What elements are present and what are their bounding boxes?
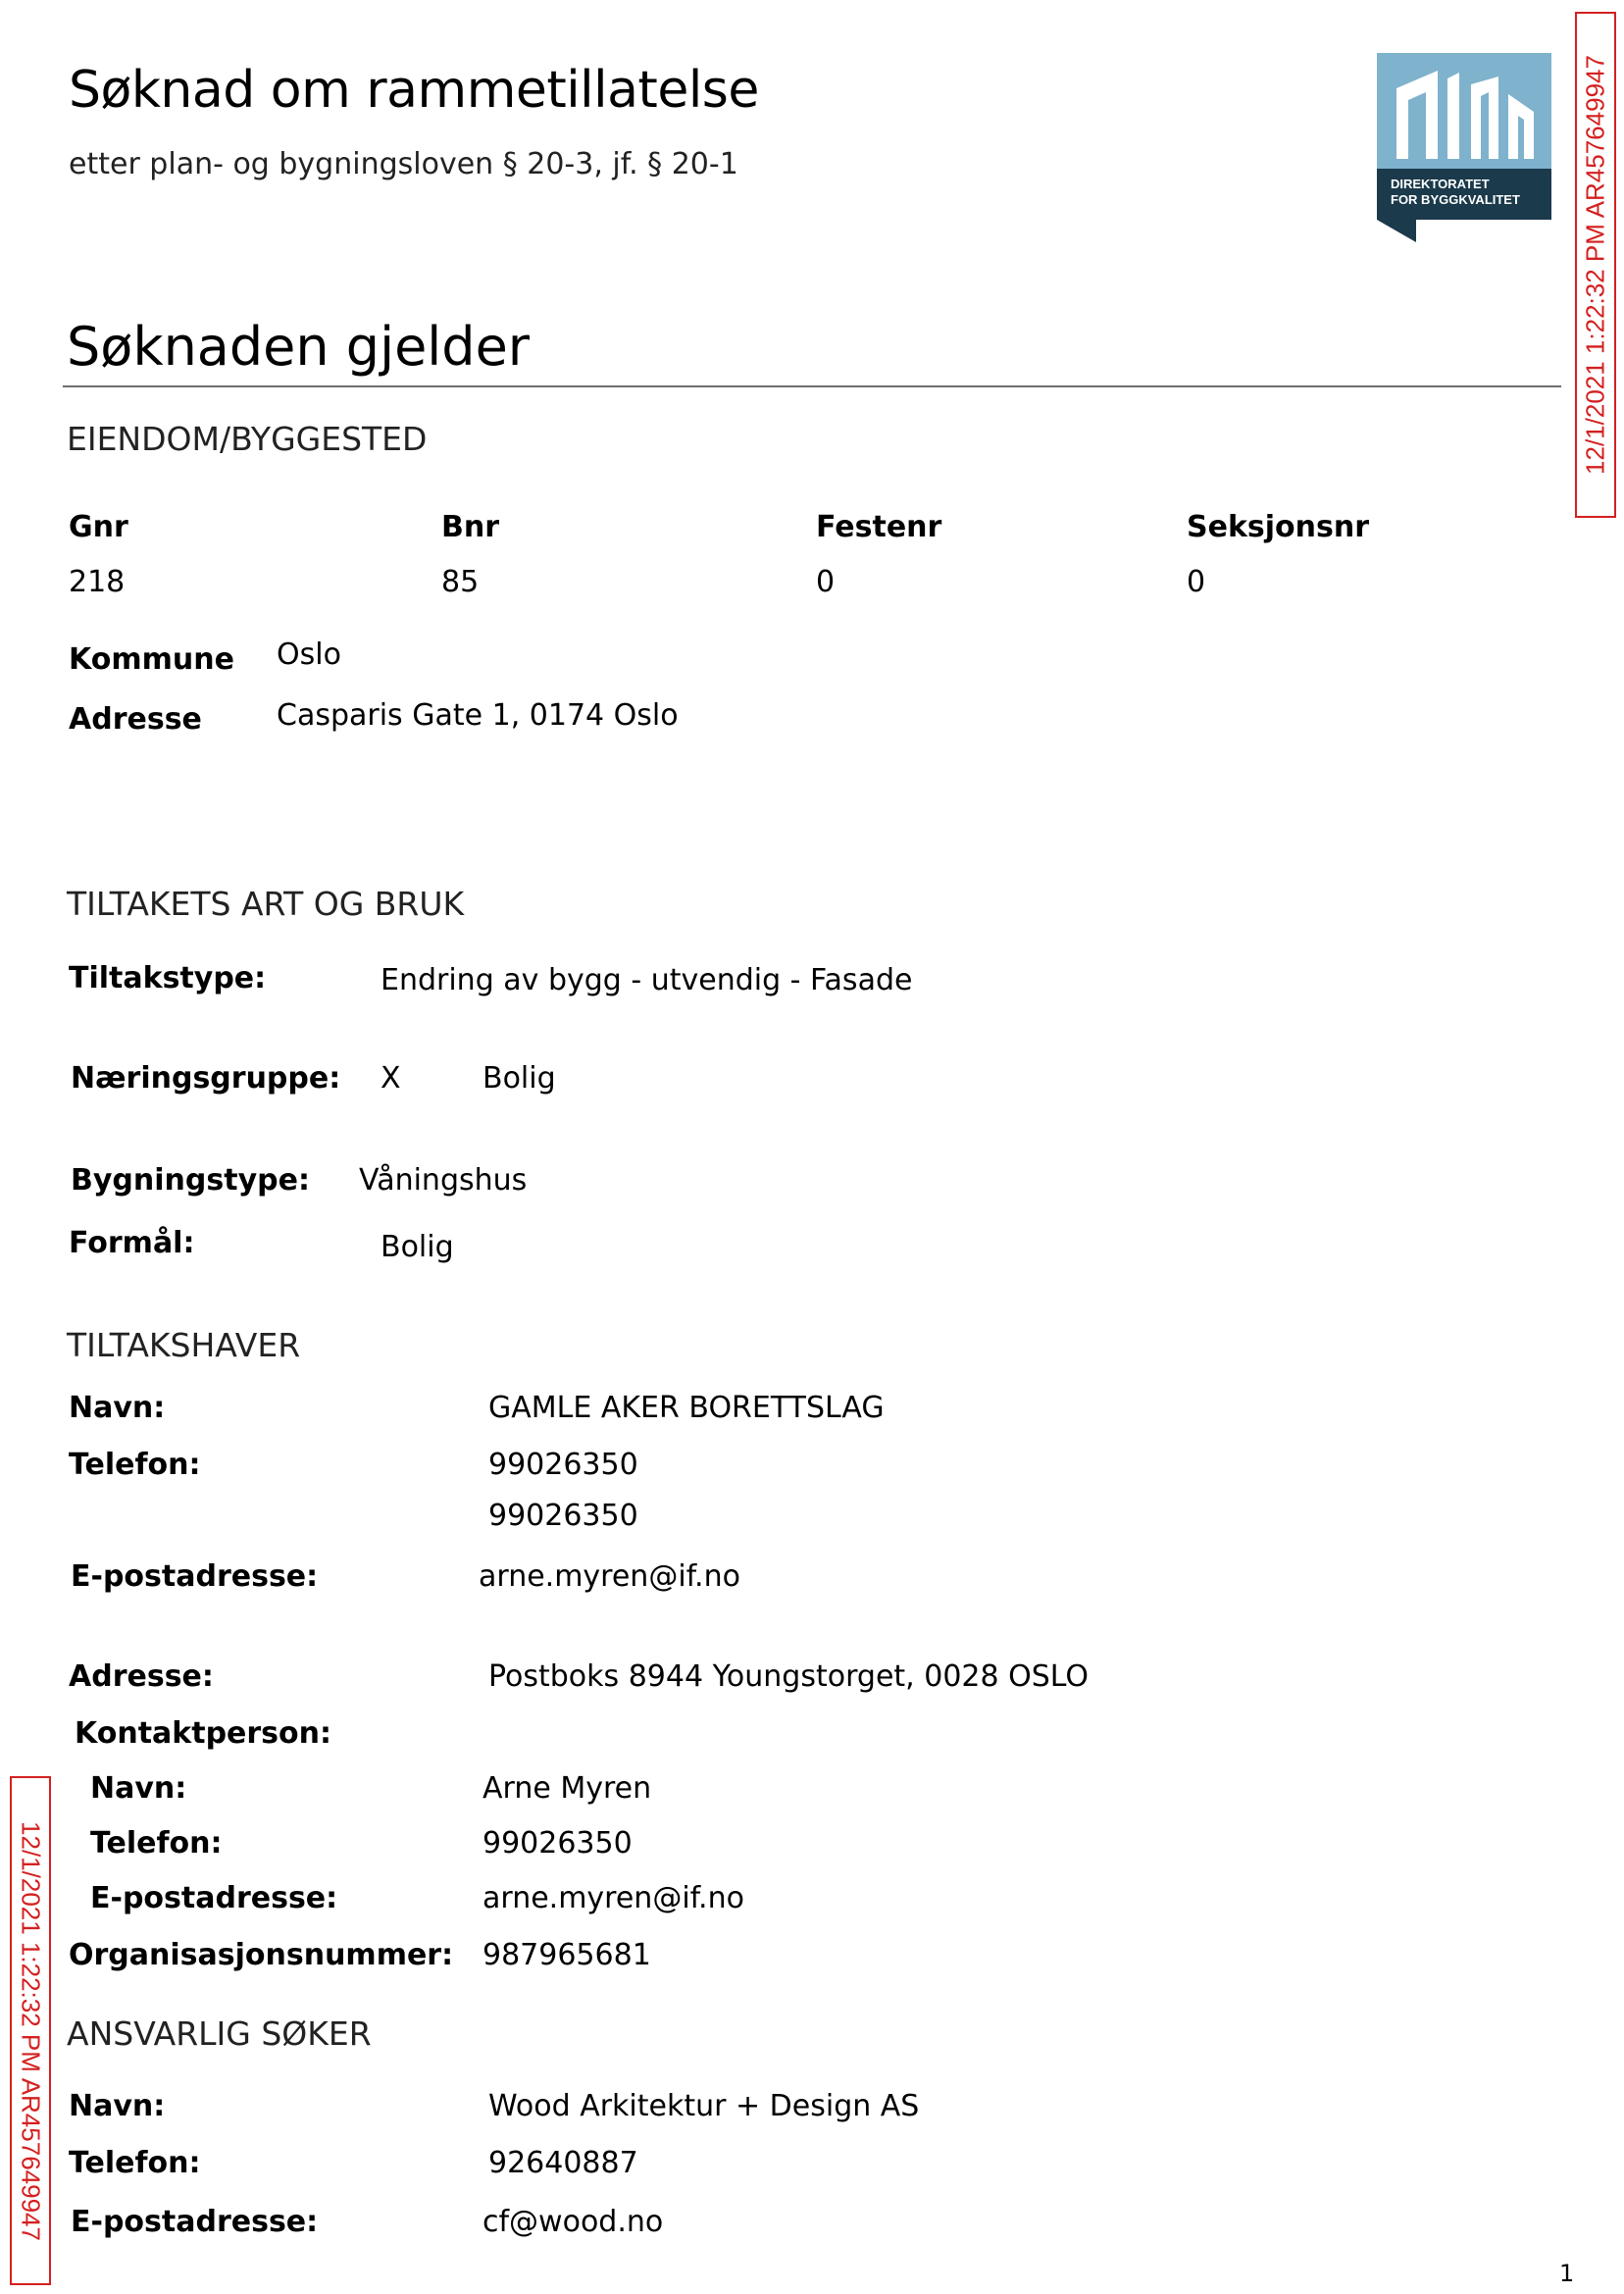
tiltakshaver-telefon-value-2: 99026350 xyxy=(488,1499,638,1533)
soker-epost-value: cf@wood.no xyxy=(482,2205,664,2239)
kontakt-epost-label: E-postadresse: xyxy=(90,1881,338,1915)
gnr-value: 218 xyxy=(69,565,126,599)
bygningstype-value: Våningshus xyxy=(359,1163,528,1198)
logo-text-line1: DIREKTORATET xyxy=(1391,177,1490,191)
formal-label: Formål: xyxy=(69,1226,195,1260)
logo-flag xyxy=(1377,220,1416,242)
date-stamp-left-text: 12/1/2021 1:22:32 PM AR457649947 xyxy=(16,1820,46,2241)
soker-telefon-value: 92640887 xyxy=(488,2146,638,2180)
tiltakshaver-title: TILTAKSHAVER xyxy=(67,1326,301,1364)
bnr-label: Bnr xyxy=(441,510,500,544)
page-number: 1 xyxy=(1559,2260,1575,2287)
orgnr-value: 987965681 xyxy=(482,1938,651,1972)
tiltak-title: TILTAKETS ART OG BRUK xyxy=(67,885,465,923)
kontakt-telefon-label: Telefon: xyxy=(90,1826,223,1861)
orgnr-label: Organisasjonsnummer: xyxy=(69,1938,454,1972)
eiendom-title: EIENDOM/BYGGESTED xyxy=(67,420,428,458)
ansvarlig-soker-title: ANSVARLIG SØKER xyxy=(67,2014,372,2053)
tiltakshaver-epost-value: arne.myren@if.no xyxy=(479,1559,740,1594)
dibk-logo xyxy=(1377,53,1551,242)
bnr-value: 85 xyxy=(441,565,480,599)
seksjonsnr-value: 0 xyxy=(1187,565,1206,599)
tiltakshaver-adresse-value: Postboks 8944 Youngstorget, 0028 OSLO xyxy=(488,1659,1090,1694)
tiltakshaver-navn-label: Navn: xyxy=(69,1391,166,1425)
naeringsgruppe-label: Næringsgruppe: xyxy=(71,1061,341,1096)
formal-value: Bolig xyxy=(381,1230,454,1264)
festenr-value: 0 xyxy=(816,565,836,599)
tiltakshaver-navn-value: GAMLE AKER BORETTSLAG xyxy=(488,1391,885,1425)
kommune-value: Oslo xyxy=(277,637,341,672)
kontakt-navn-label: Navn: xyxy=(90,1771,187,1806)
soker-telefon-label: Telefon: xyxy=(69,2146,201,2180)
soker-navn-value: Wood Arkitektur + Design AS xyxy=(488,2089,920,2123)
date-stamp-left xyxy=(10,1776,51,2285)
tiltakshaver-telefon-label: Telefon: xyxy=(69,1448,201,1482)
date-stamp-right xyxy=(1575,12,1616,518)
soker-navn-label: Navn: xyxy=(69,2089,166,2123)
tiltakshaver-epost-label: E-postadresse: xyxy=(71,1559,319,1594)
tiltakstype-label: Tiltakstype: xyxy=(69,961,267,995)
soker-epost-label: E-postadresse: xyxy=(71,2205,319,2239)
festenr-label: Festenr xyxy=(816,510,942,544)
bygningstype-label: Bygningstype: xyxy=(71,1163,310,1198)
tiltakshaver-adresse-label: Adresse: xyxy=(69,1659,214,1694)
document-title: Søknad om rammetillatelse xyxy=(69,61,759,120)
adresse-label: Adresse xyxy=(69,702,202,737)
tiltakstype-value: Endring av bygg - utvendig - Fasade xyxy=(381,963,913,997)
kommune-label: Kommune xyxy=(69,642,234,677)
date-stamp-right-text: 12/1/2021 1:22:32 PM AR457649947 xyxy=(1580,55,1610,475)
logo-text-line2: FOR BYGGKVALITET xyxy=(1391,192,1520,207)
kontakt-navn-value: Arne Myren xyxy=(482,1771,652,1806)
seksjonsnr-label: Seksjonsnr xyxy=(1187,510,1370,544)
section-heading: Søknaden gjelder xyxy=(67,316,530,378)
kontakt-telefon-value: 99026350 xyxy=(482,1826,633,1861)
heading-divider xyxy=(63,385,1561,387)
adresse-value: Casparis Gate 1, 0174 Oslo xyxy=(277,698,679,733)
kontakt-epost-value: arne.myren@if.no xyxy=(482,1881,744,1915)
tiltakshaver-telefon-value-1: 99026350 xyxy=(488,1448,638,1482)
gnr-label: Gnr xyxy=(69,510,128,544)
document-subtitle: etter plan- og bygningsloven § 20-3, jf. § 20-1 xyxy=(69,147,738,181)
kontaktperson-label: Kontaktperson: xyxy=(75,1716,332,1751)
naeringsgruppe-value: Bolig xyxy=(482,1061,556,1096)
naeringsgruppe-code: X xyxy=(381,1061,401,1096)
